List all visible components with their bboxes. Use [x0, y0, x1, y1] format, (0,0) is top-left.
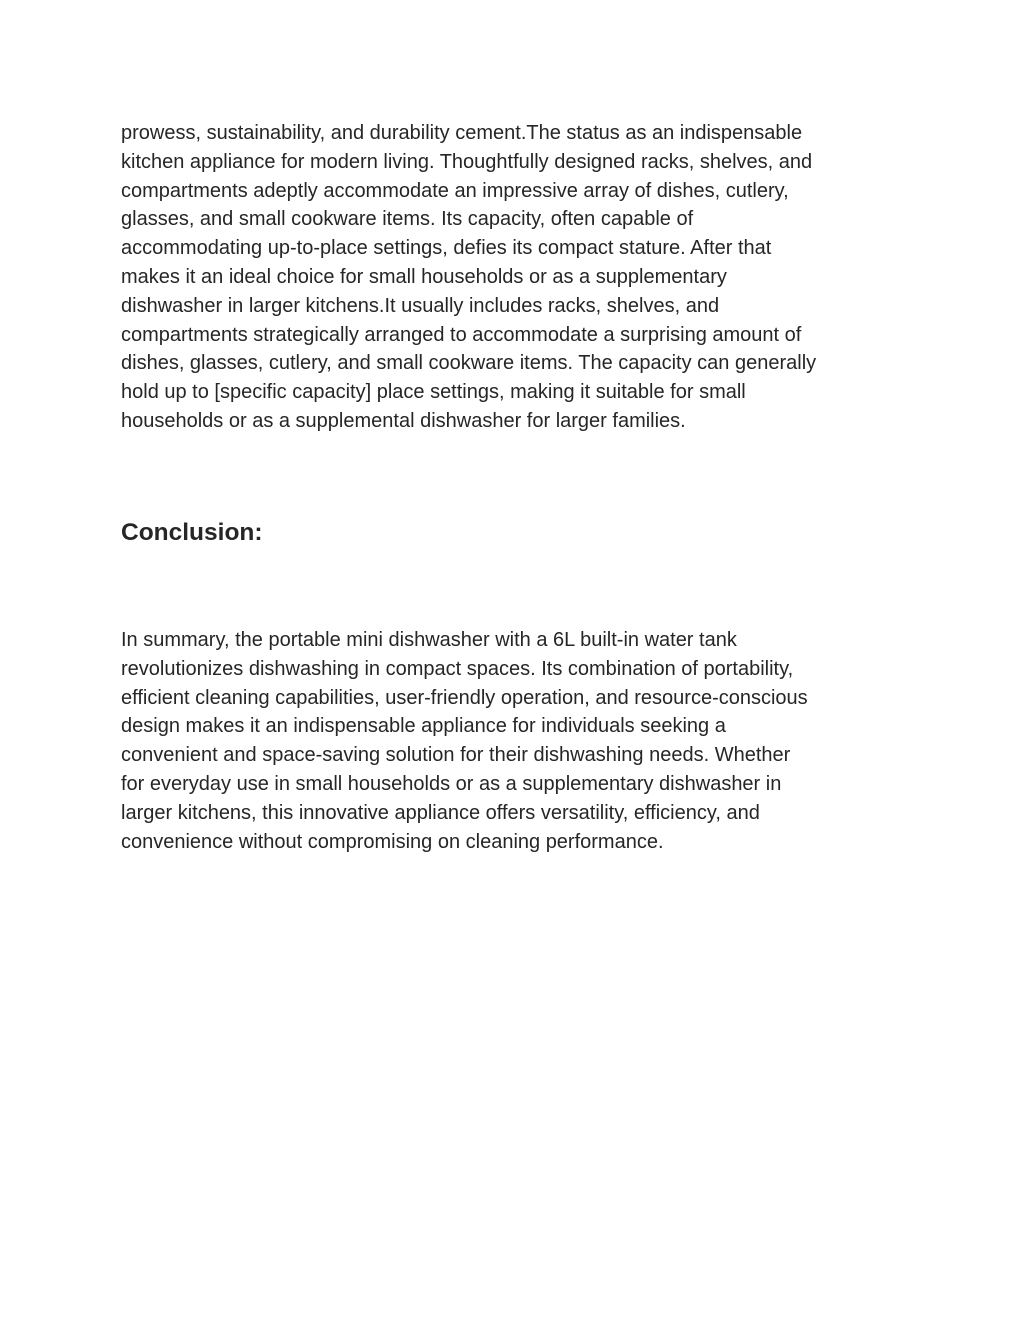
- paragraph-line: prowess, sustainability, and durability cement.The status as an indispensable: [121, 122, 803, 144]
- paragraph-line: dishwasher in larger kitchens.It usually includes racks, shelves, and: [121, 294, 720, 317]
- paragraph-line: larger kitchens, this innovative appliance offers versatility, efficiency, and: [121, 801, 760, 824]
- paragraph-line: households or as a supplemental dishwasher for larger families.: [121, 409, 686, 432]
- paragraph-line: revolutionizes dishwashing in compact spaces. Its combination of portability,: [121, 657, 794, 680]
- paragraph-line: compartments strategically arranged to accommodate a surprising amount of: [121, 323, 802, 346]
- paragraph-line: accommodating up-to-place settings, defies its compact stature. After that: [121, 237, 772, 260]
- paragraph-line: dishes, glasses, cutlery, and small cookware items. The capacity can generally: [121, 352, 817, 375]
- paragraph-line: glasses, and small cookware items. Its capacity, often capable of: [121, 208, 694, 231]
- paragraph-line: for everyday use in small households or as a supplementary dishwasher in: [121, 772, 782, 795]
- section-heading: Conclusion:: [121, 519, 263, 546]
- paragraph-line: compartments adeptly accommodate an impressive array of dishes, cutlery,: [121, 179, 789, 202]
- paragraph-line: In summary, the portable mini dishwasher with a 6L built-in water tank: [121, 629, 737, 651]
- paragraph-line: convenience without compromising on cleaning performance.: [121, 830, 664, 853]
- paragraph-line: kitchen appliance for modern living. Thoughtfully designed racks, shelves, and: [121, 150, 813, 173]
- paragraph-line: design makes it an indispensable appliance for individuals seeking a: [121, 715, 726, 738]
- paragraph-line: efficient cleaning capabilities, user-friendly operation, and resource-conscious: [121, 686, 808, 709]
- paragraph-line: makes it an ideal choice for small households or as a supplementary: [121, 265, 727, 288]
- paragraph-line: convenient and space-saving solution for their dishwashing needs. Whether: [121, 744, 791, 767]
- conclusion-paragraph: [121, 626, 891, 856]
- body-paragraph: [121, 119, 891, 436]
- paragraph-line: hold up to [specific capacity] place settings, making it suitable for small: [121, 381, 746, 404]
